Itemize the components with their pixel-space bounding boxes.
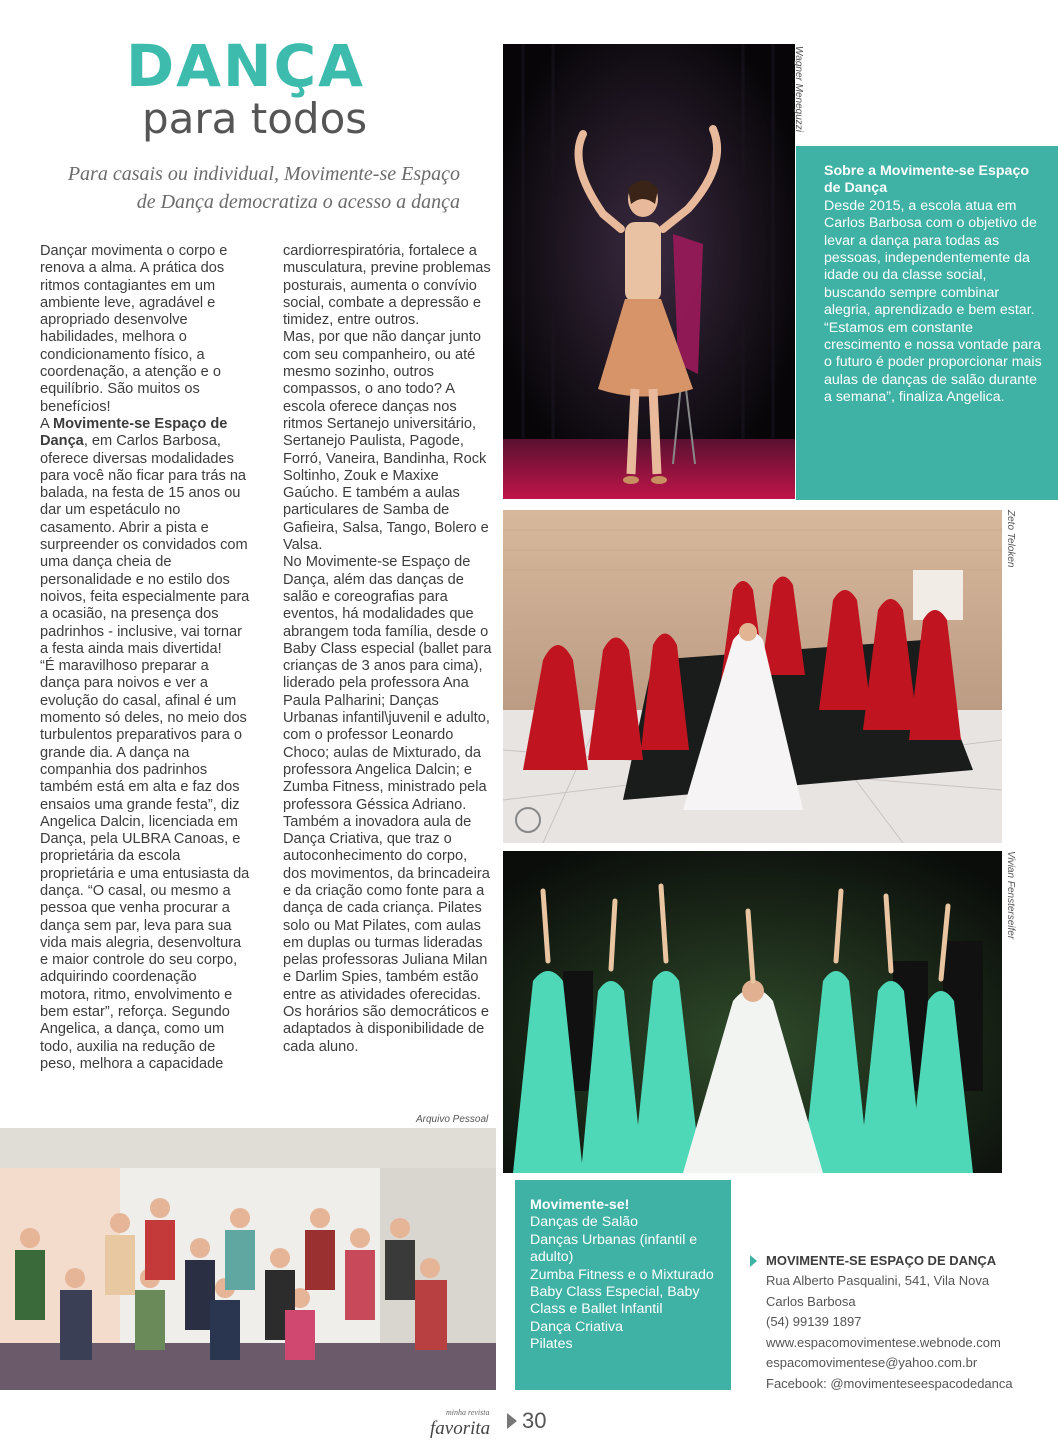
paragraph: “É maravilhoso preparar a dança para noivos e ver a evolução do casal, afinal é um momento só deles, no meio dos turbulentos preparativos para o grande dia. A dança na companhia dos padrinhos também está em alta e faz dos ensaios uma grande festa”, diz Angelica Dalcin, licenciada em Dança, pela ULBRA Canoas, e proprietária da escola proprietária e uma entusiasta da dança. “O casal, ou mesmo a pessoa que venha procurar a dança sem par, leva para sua vida mais alegria, desenvoltura e maior controle do seu corpo, adquirindo coordenação motora, ritmo, envolvimento e bem estar”, reforça. Segundo Angelica, a dança, como um todo, auxilia na redução de peso, melhora a capacidade xyxy=(40,658,250,1072)
paragraph: No Movimente-se Espaço de Dança, além das danças de salão e coreografias para eventos, há modalidades que abrangem toda família, desde o Baby Class especial (ballet para crianças de 3 anos para cima), liderado pela professora Ana Paula Palharini; Danças Urbanas infantil\juvenil e adulto, com o professor Leonardo Choco; aulas de Mixturado, da professora Angelica Dalcin; e Zumba Fitness, ministrado pela professora Géssica Adriano. Também a inovadora aula de Dança Criativa, que traz o autoconhecimento do corpo, dos movimentos, da brincadeira e da criação como fonte para a dança de cada criança. Pilates solo ou Mat Pilates, com aulas em duplas ou turmas lideradas pelas professoras Juliana Milan e Darlim Spies, também estão entre as atividades oferecidas. Os horários são democráticos e adaptados à disponibilidade de cada aluno. xyxy=(283,554,492,1055)
modalities-heading: Movimente-se! xyxy=(530,1197,630,1213)
list-item: Danças Urbanas (infantil e adulto) xyxy=(530,1231,698,1266)
magazine-logo xyxy=(430,1408,510,1438)
photo-credit-text: Zeto Teloken xyxy=(1005,510,1016,568)
contact-facebook[interactable]: Facebook: @movimenteseespacodedanca xyxy=(766,1375,1013,1391)
article-column-2 xyxy=(283,243,493,1056)
contact-phone: (54) 99139 1897 xyxy=(766,1314,862,1330)
contact-website[interactable]: www.espacomovimentese.webnode.com xyxy=(766,1334,1001,1350)
about-text: Desde 2015, a escola atua em Carlos Barbosa com o objetivo de levar a dança para todas as pessoas, independentemente da idade ou da classe social, buscando sempre combinar alegria, aprendizado e bem estar. “Estamos em constante crescimento e nossa vontade para o futuro é poder proporcionar mais aulas de danças de salão durante a semana”, finaliza Angelica. xyxy=(824,197,1042,406)
page-title: DANÇA xyxy=(126,32,366,100)
article-column-1 xyxy=(40,243,250,1073)
magazine-logo-small: minha revista xyxy=(446,1408,490,1417)
wedding-red-dresses-photo xyxy=(503,510,1002,843)
photo-credit xyxy=(1004,851,1018,961)
arrow-right-icon xyxy=(750,1255,757,1267)
contact-name: MOVIMENTE-SE ESPAÇO DE DANÇA xyxy=(766,1253,997,1268)
wedding-green-dresses-photo xyxy=(503,851,1002,1173)
photo-credit-text: Wagner Meneguzzi xyxy=(793,46,804,132)
paragraph-text: , em Carlos Barbosa, oferece diversas modalidades para você não ficar para trás na balada, na festa de 15 anos ou dar um espetáculo no casamento. Abrir a pista e surpreender os convidados com uma dança cheia de personalidade e no estilo dos noivos, feita especialmente para a ocasião, na presença dos padrinhos - inclusive, vai tornar a festa ainda mais divertida! xyxy=(40,433,250,657)
group-photo xyxy=(0,1128,496,1390)
ballet-dancer-photo xyxy=(503,44,795,499)
article-subtitle: Para casais ou individual, Movimente-se Espaço de Dança democratiza o acesso a dança xyxy=(67,163,460,213)
photo-credit-text: Vivian Fensterseifer xyxy=(1005,851,1016,940)
list-item: Danças de Salão xyxy=(530,1214,639,1231)
contact-city: Carlos Barbosa xyxy=(766,1293,856,1309)
paragraph: Mas, por que não dançar junto com seu companheiro, ou até mesmo sozinho, outros compassos, o ano todo? A escola oferece danças nos ritmos Sertanejo universitário, Sertanejo Paulista, Pagode, Forró, Vaneira, Bandinha, Rock Soltinho, Zouk e Maxixe Gaúcho. E também a aulas particulares de Samba de Gafieira, Salsa, Tango, Bolero e Valsa. xyxy=(283,329,489,554)
list-item: Zumba Fitness e o Mixturado xyxy=(530,1266,714,1283)
contact-block xyxy=(752,1251,1052,1395)
list-item: Pilates xyxy=(530,1336,573,1353)
about-box xyxy=(796,146,1058,500)
list-item: Dança Criativa xyxy=(530,1318,624,1335)
contact-address: Rua Alberto Pasqualini, 541, Vila Nova xyxy=(766,1273,990,1288)
about-heading: Sobre a Movimente-se Espaço de Dança xyxy=(824,163,1029,197)
paragraph-text: A xyxy=(40,415,53,432)
page-arrow-icon xyxy=(507,1413,517,1429)
modalities-list xyxy=(530,1214,720,1353)
photo-credit xyxy=(792,46,806,156)
paragraph xyxy=(40,416,250,658)
paragraph: Dançar movimenta o corpo e renova a alma. A prática dos ritmos contagiantes em um ambiente leve, agradável e apropriado desenvolve habilidades, melhora o condicionamento físico, a coordenação, a atenção e o equilíbrio. São muitos os benefícios! xyxy=(40,243,228,415)
paragraph: cardiorrespiratória, fortalece a musculatura, previne problemas posturais, aumenta o convívio social, combate a depressão e timidez, entre outros. xyxy=(283,243,491,329)
page-title-sub: para todos xyxy=(142,94,368,143)
modalities-box xyxy=(515,1180,731,1390)
photo-credit: Arquivo Pessoal xyxy=(416,1114,489,1125)
contact-email[interactable]: espacomovimentese@yahoo.com.br xyxy=(766,1355,978,1371)
magazine-logo-big: favorita xyxy=(430,1418,491,1439)
page-number: 30 xyxy=(522,1408,547,1433)
school-name: Movimente-se Espaço de Dança xyxy=(40,415,228,450)
list-item: Baby Class Especial, Baby Class e Ballet Infantil xyxy=(530,1284,700,1318)
photo-credit xyxy=(1004,510,1018,600)
